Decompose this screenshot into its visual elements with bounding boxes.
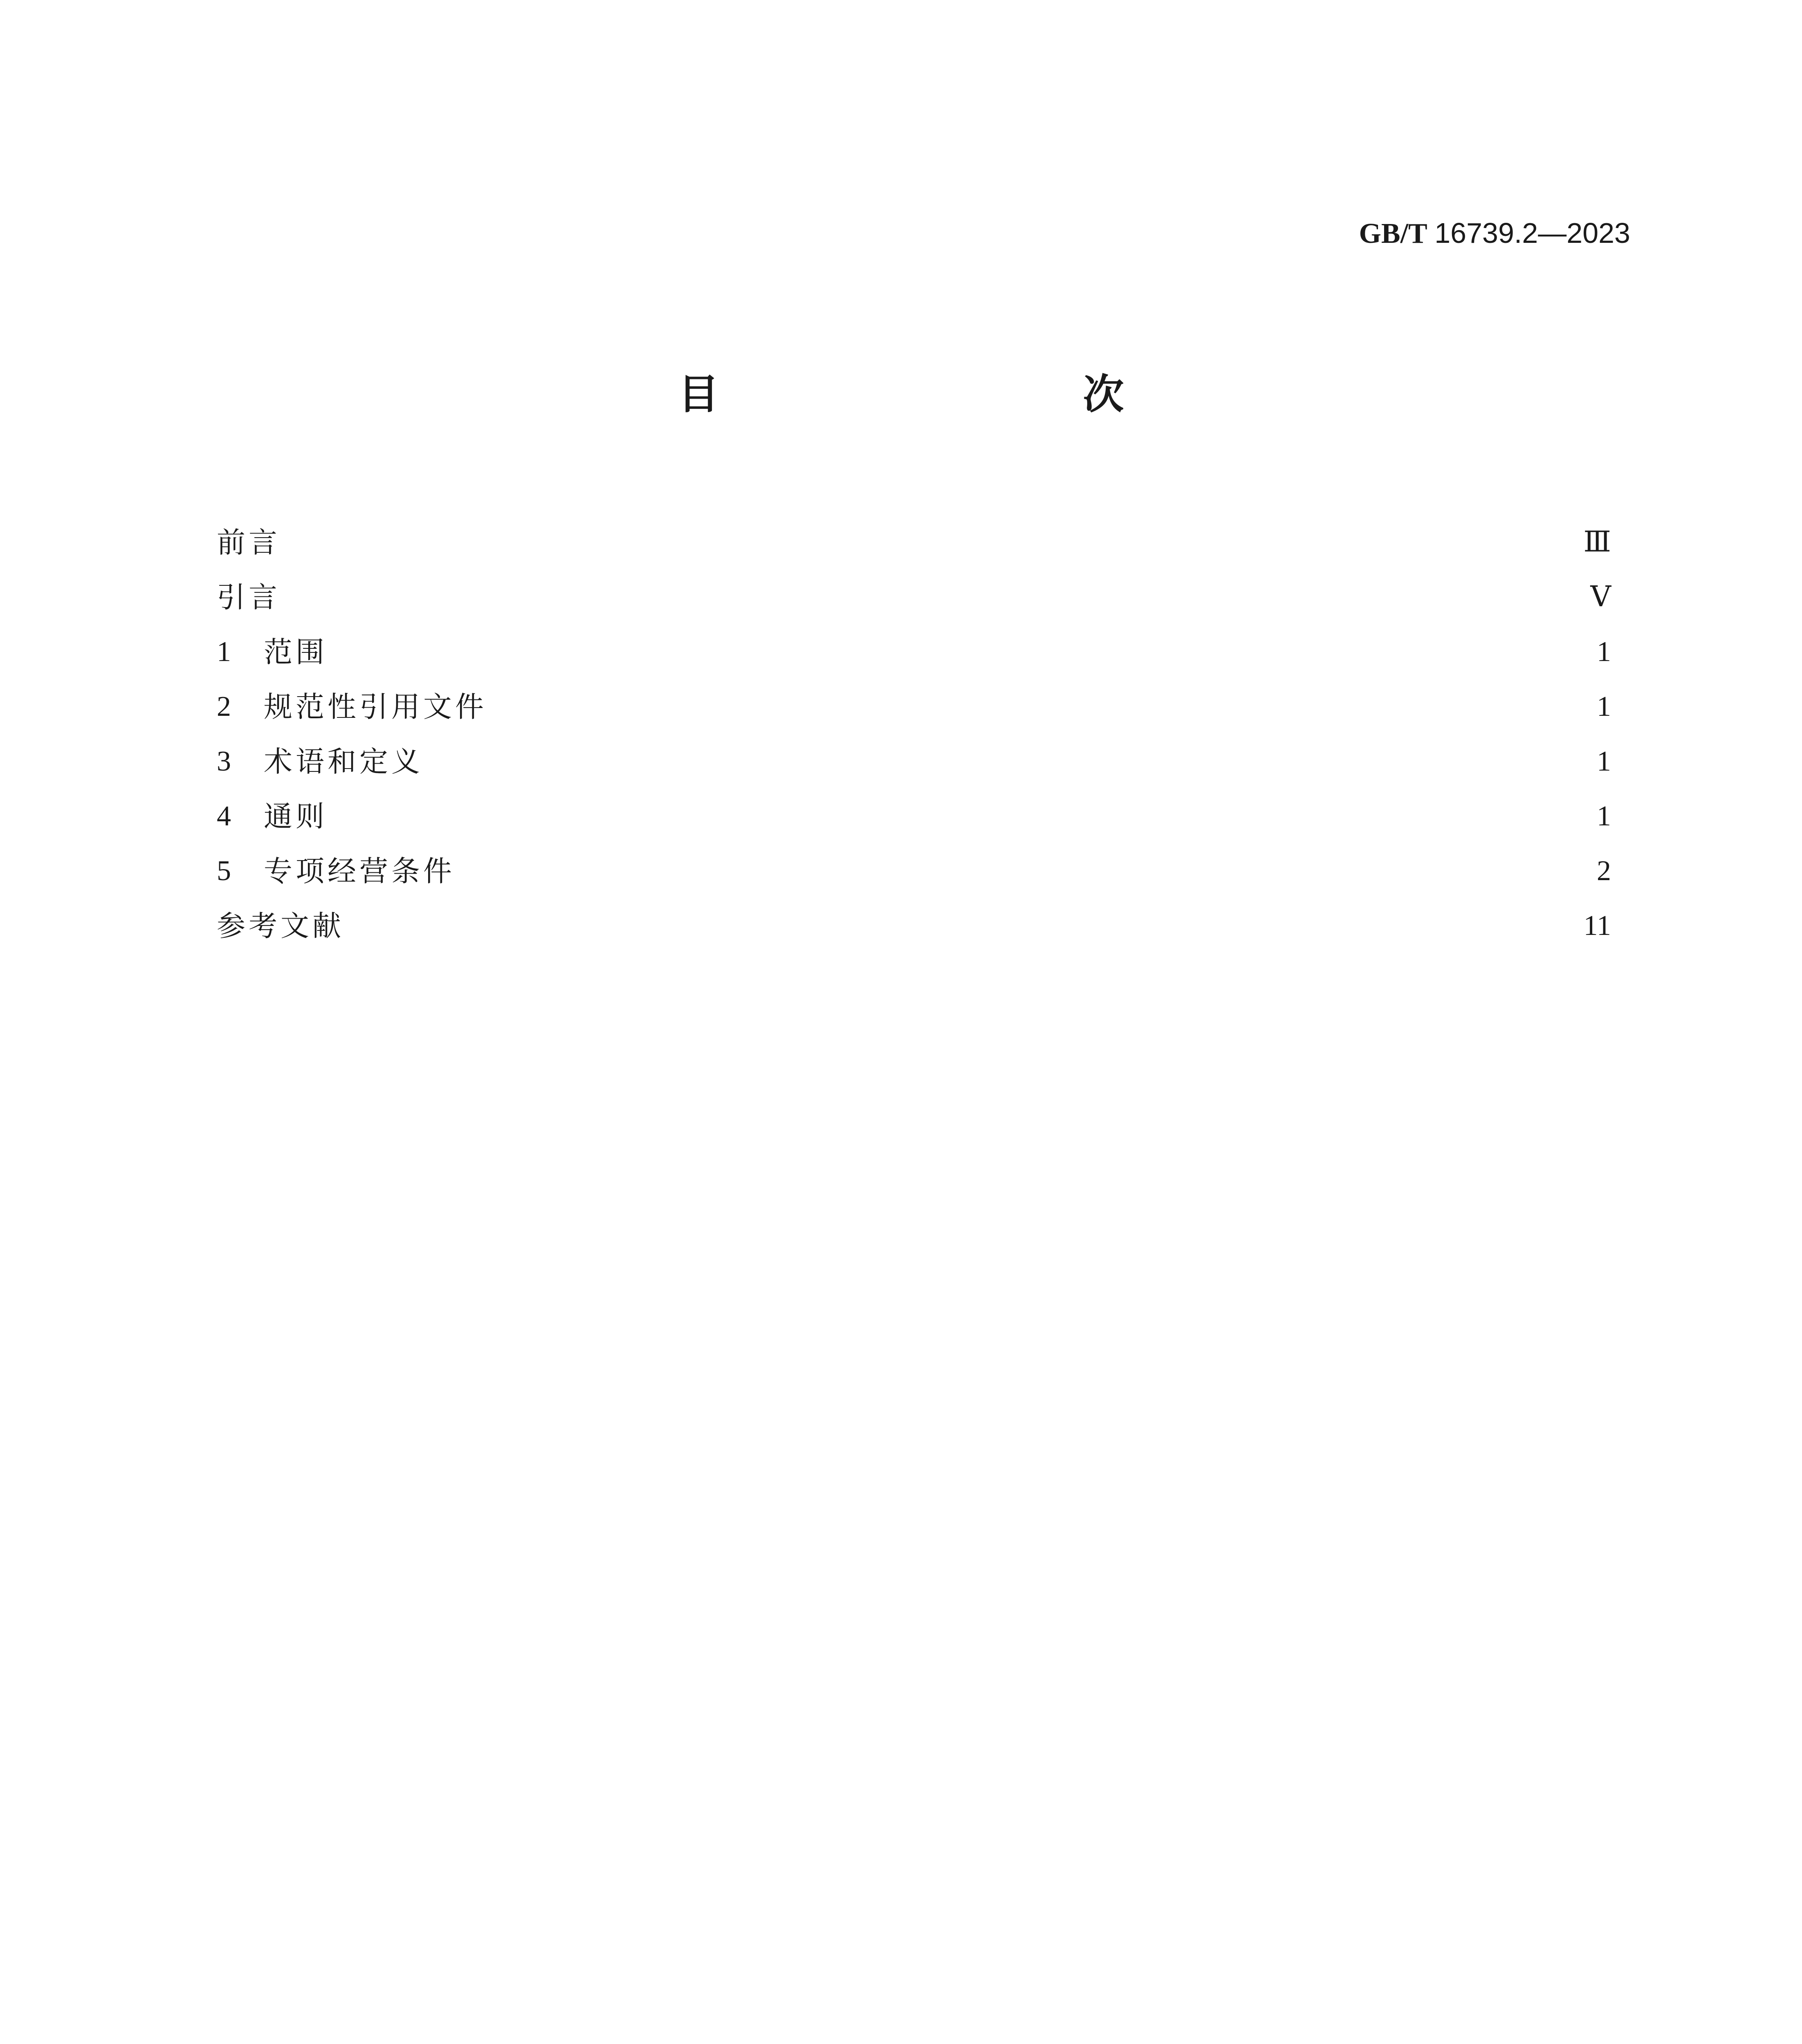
toc-entry-page: 1: [1597, 800, 1611, 832]
toc-list: [217, 515, 1611, 953]
toc-leader-dots: [501, 686, 1586, 727]
toc-entry-normative-references[interactable]: [217, 679, 1611, 734]
toc-entry-label: 术语和定义: [264, 745, 423, 778]
toc-leader-dots: [437, 741, 1586, 782]
toc-leader-dots: [294, 577, 1580, 618]
toc-entry-number: 5: [217, 855, 231, 887]
toc-entry-page: 1: [1597, 746, 1611, 777]
toc-entry-label: 范围: [264, 635, 328, 669]
toc-entry-label: 参考文献: [217, 909, 344, 943]
toc-entry-terms-definitions[interactable]: [217, 734, 1611, 789]
toc-leader-dots: [341, 796, 1586, 837]
toc-title: 目 次: [678, 370, 1218, 418]
standard-code-prefix: GB/T: [1359, 218, 1427, 249]
toc-entry-label: 通则: [264, 800, 328, 833]
toc-entry-number: 3: [217, 746, 231, 777]
toc-leader-dots: [294, 522, 1573, 563]
toc-leader-dots: [341, 632, 1586, 672]
toc-entry-number: 2: [217, 691, 231, 722]
toc-entry-special-conditions[interactable]: [217, 844, 1611, 899]
toc-entry-page: 1: [1597, 691, 1611, 722]
toc-entry-label: 前言: [217, 526, 281, 559]
toc-entry-label: 引言: [217, 580, 281, 614]
standard-code: [1359, 213, 1630, 254]
toc-entry-page: Ⅲ: [1583, 527, 1611, 558]
toc-entry-label: 规范性引用文件: [264, 690, 487, 724]
toc-entry-page: 2: [1597, 855, 1611, 887]
toc-entry-number: 1: [217, 636, 231, 668]
standard-code-number: 16739.2—2023: [1434, 217, 1630, 249]
toc-entry-label: 专项经营条件: [264, 854, 455, 888]
toc-entry-general[interactable]: [217, 789, 1611, 844]
toc-entry-foreword[interactable]: [217, 515, 1611, 570]
toc-leader-dots: [358, 905, 1573, 946]
toc-entry-bibliography[interactable]: [217, 899, 1611, 953]
toc-entry-page: 11: [1583, 910, 1611, 941]
toc-entry-introduction[interactable]: [217, 570, 1611, 625]
toc-entry-number: 4: [217, 800, 231, 832]
toc-entry-page: 1: [1597, 636, 1611, 668]
toc-entry-scope[interactable]: [217, 625, 1611, 679]
toc-entry-page: Ⅴ: [1590, 581, 1611, 613]
toc-leader-dots: [469, 851, 1586, 892]
